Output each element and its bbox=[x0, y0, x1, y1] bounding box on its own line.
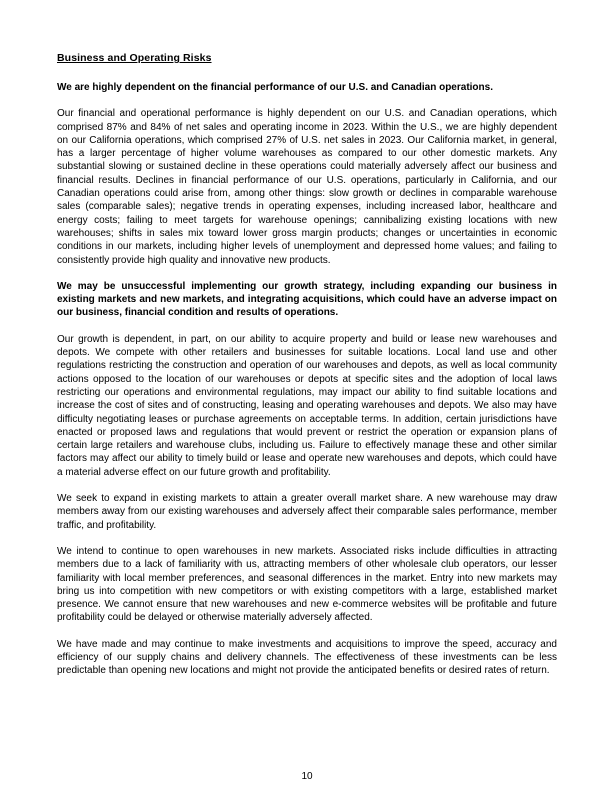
paragraph-growth-dependency: Our growth is dependent, in part, on our ability to acquire property and build or lease new warehouses and depots. We compete with other retailers and businesses for suitable locations. Local land use and other regulations restricting the construction and operation of our warehouses and depots, as well as local community actions opposed to the location of our warehouses or depots at specific sites and the adoption of local laws restricting our operations and environmental regulations, may impact our ability to find suitable locations and increase the cost of sites and of constructing, leasing and operating warehouses and depots. We also may have difficulty negotiating leases or purchase agreements on acceptable terms. In addition, certain jurisdictions have enacted or proposed laws and regulations that would prevent or restrict the operation or expansion plans of certain large retailers and warehouse clubs, including us. Failure to effectively manage these and other similar factors may affect our ability to timely build or lease and operate new warehouses and depots, which could have a material adverse effect on our future growth and profitability. bbox=[57, 333, 557, 478]
section-title: Business and Operating Risks bbox=[57, 52, 212, 64]
paragraph-new-markets: We intend to continue to open warehouses in new markets. Associated risks include difficulties in attracting members due to a lack of familiarity with us, attracting members of other wholesale club operators, our lesser familiarity with local member preferences, and seasonal differences in the market. Entry into new markets may bring us into competition with new competitors or with existing competitors with a large, established market presence. We cannot ensure that new warehouses and new e-commerce websites will be profitable and future profitability could be delayed or otherwise materially adversely affected. bbox=[57, 545, 557, 624]
risk-heading-growth-strategy: We may be unsuccessful implementing our growth strategy, including expanding our business in existing markets and new markets, and integrating acquisitions, which could have an adverse impact on our business, financial condition and results of operations. bbox=[57, 280, 557, 319]
page-number: 10 bbox=[301, 771, 313, 782]
page-content bbox=[57, 52, 557, 691]
paragraph-us-canadian-operations: Our financial and operational performance is highly dependent on our U.S. and Canadian operations, which comprised 87% and 84% of net sales and operating income in 2023. Within the U.S., we are highly dependent on our California operations, which comprised 27% of U.S. net sales in 2023. Our California market, in general, has a larger percentage of higher volume warehouses as compared to our other domestic markets. Any substantial slowing or sustained decline in these operations could materially adversely affect our business and financial results. Declines in financial performance of our U.S. operations, particularly in California, and our Canadian operations could arise from, among other things: slow growth or declines in comparable warehouse sales (comparable sales); negative trends in operating expenses, including increased labor, healthcare and energy costs; failing to meet targets for warehouse openings; cannibalizing existing locations with new warehouses; shifts in sales mix toward lower gross margin products; changes or uncertainties in economic conditions in our markets, including higher levels of unemployment and depressed home values; and failing to consistently provide high quality and innovative new products. bbox=[57, 108, 557, 266]
paragraph-investments-acquisitions: We have made and may continue to make investments and acquisitions to improve the speed, accuracy and efficiency of our supply chains and delivery channels. The effectiveness of these investments can be less predictable than opening new locations and might not provide the anticipated benefits or desired rates of return. bbox=[57, 638, 557, 677]
risk-heading-us-canadian-operations: We are highly dependent on the financial performance of our U.S. and Canadian operations. bbox=[57, 82, 493, 93]
paragraph-existing-markets: We seek to expand in existing markets to attain a greater overall market share. A new warehouse may draw members away from our existing warehouses and adversely affect their comparable sales performance, member traffic, and profitability. bbox=[57, 493, 557, 531]
